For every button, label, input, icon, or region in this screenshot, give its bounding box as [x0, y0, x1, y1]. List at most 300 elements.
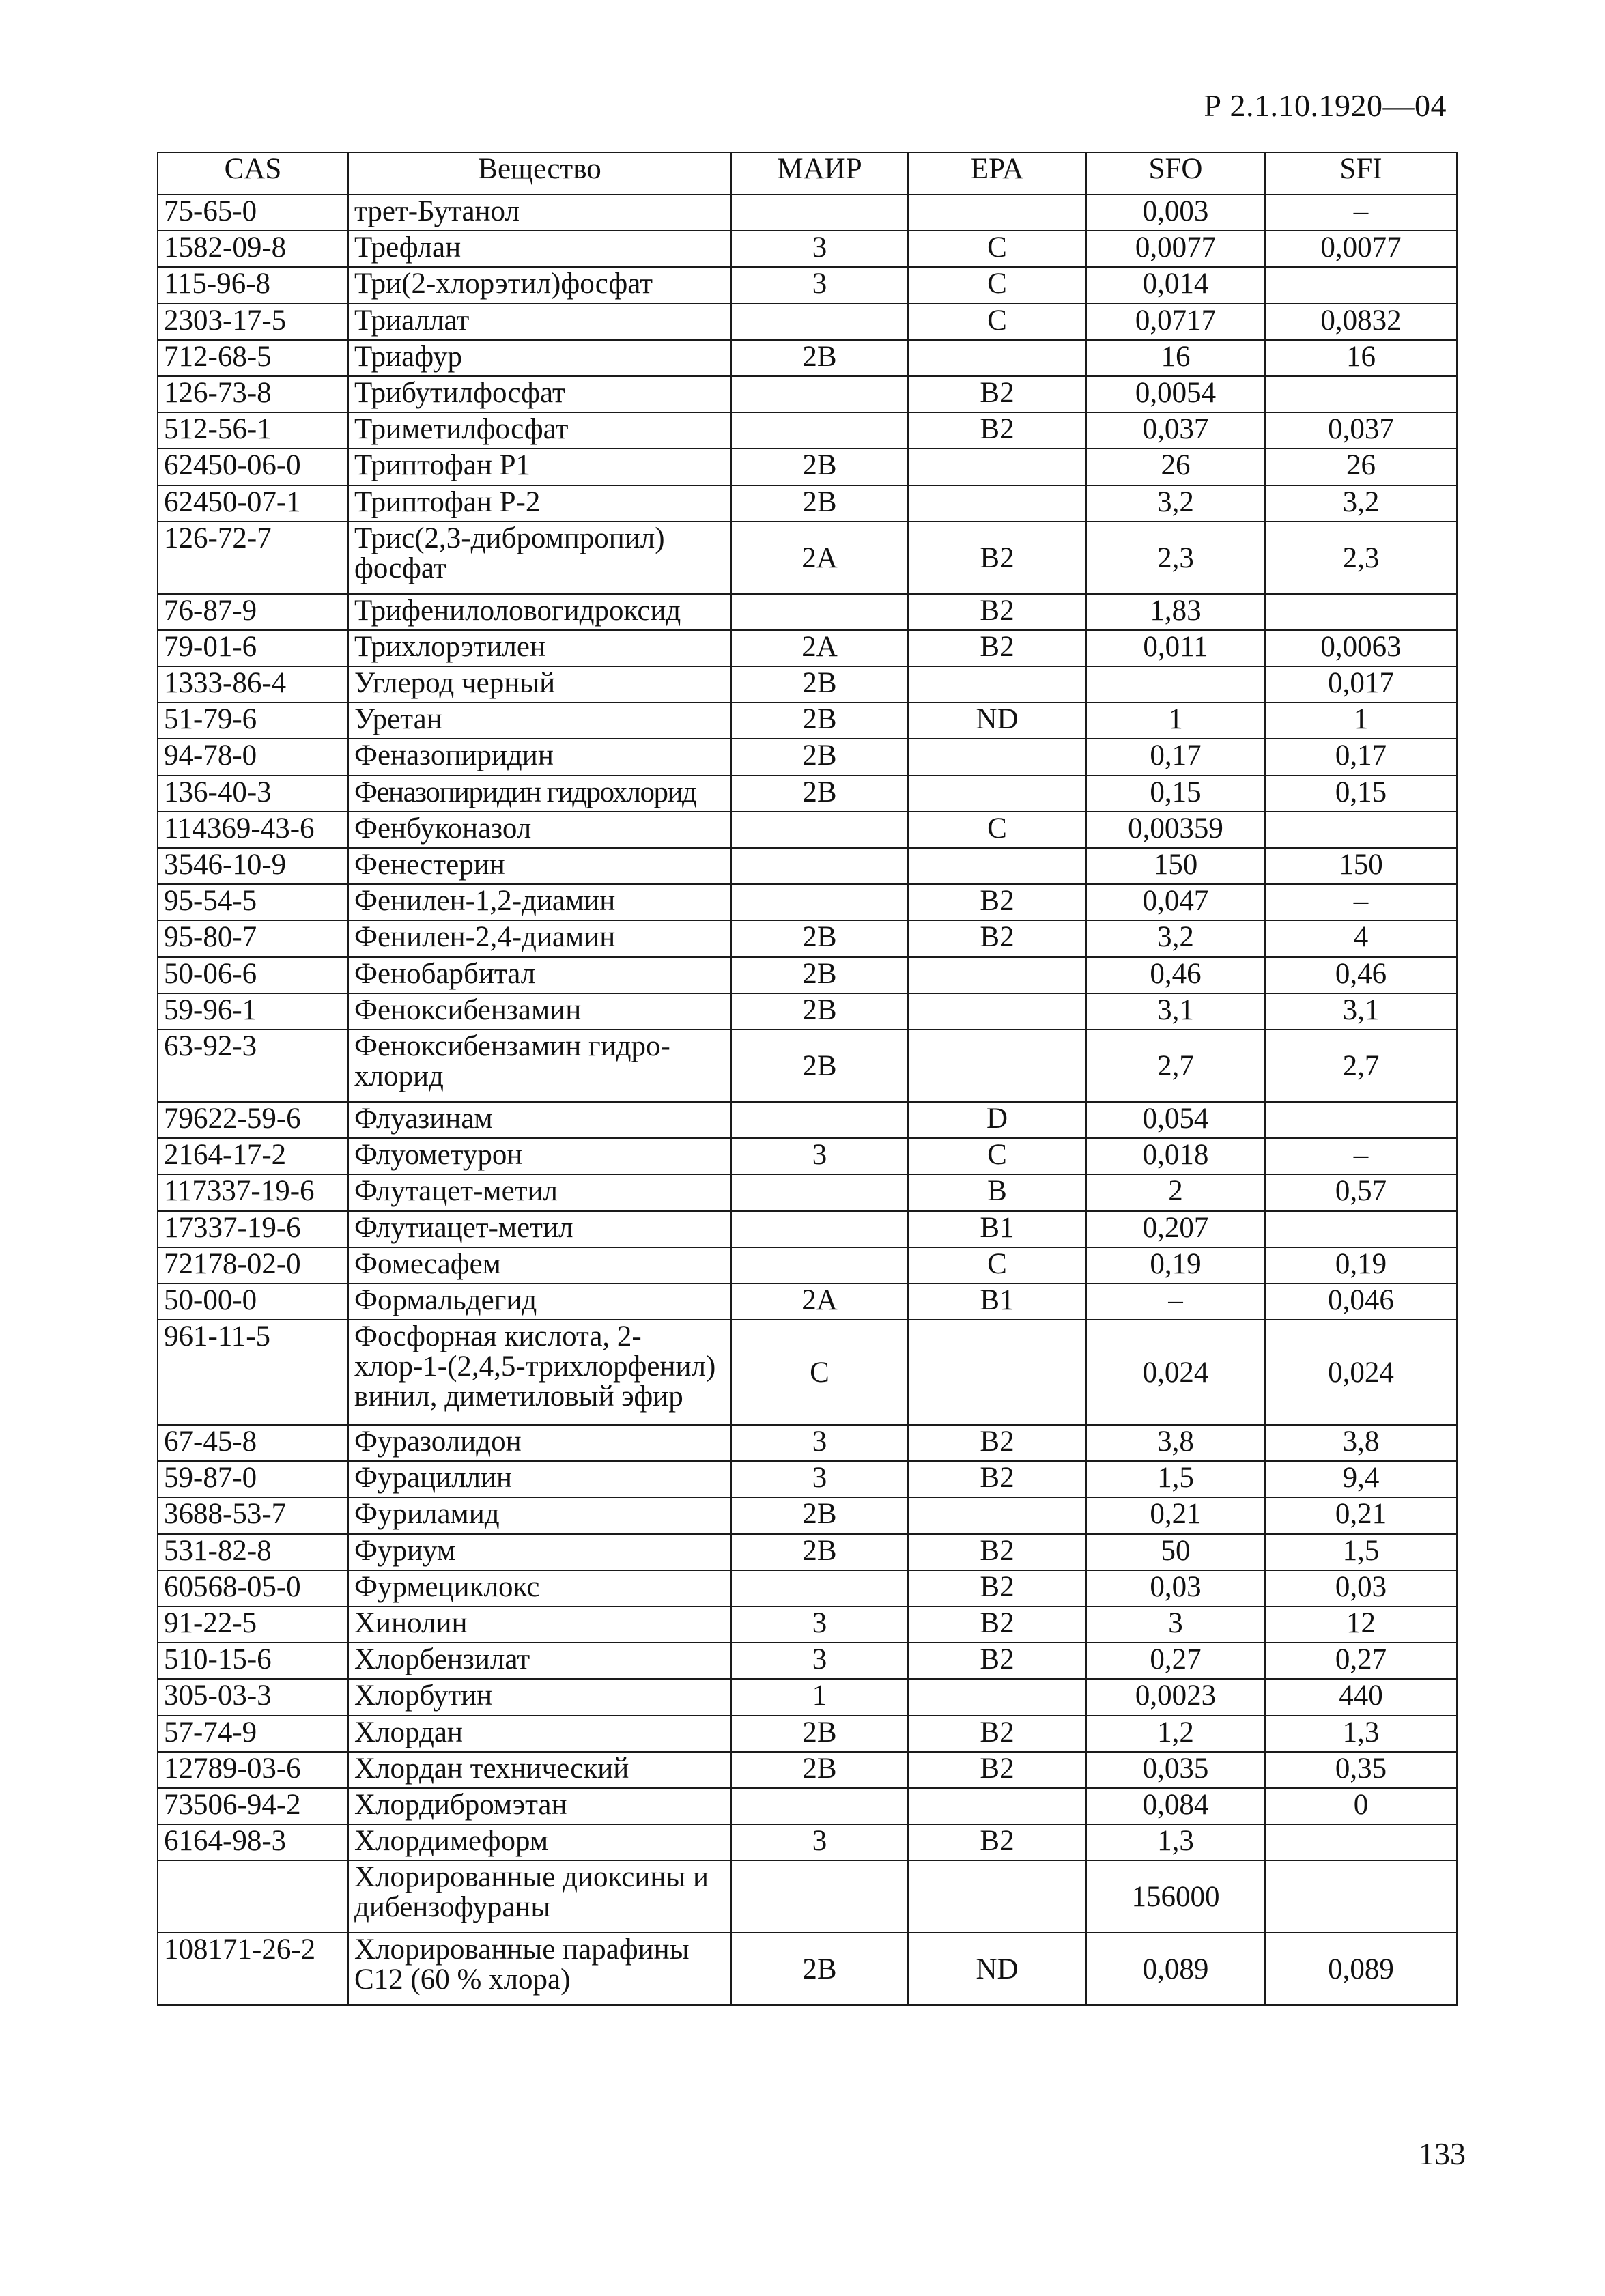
cell-sfi: 0,19: [1265, 1247, 1457, 1284]
column-header-iarc: МАИР: [731, 152, 908, 195]
cell-sfi: 26: [1265, 449, 1457, 485]
cell-sfi: 2,3: [1265, 522, 1457, 594]
table-row: [158, 195, 1457, 231]
cell-sfo: 0,014: [1086, 267, 1265, 303]
cell-sfo: 0,00359: [1086, 812, 1265, 848]
table-row: [158, 703, 1457, 739]
cell-epa: B2: [908, 376, 1086, 412]
cell-substance: Хлордан технический: [348, 1752, 731, 1788]
cell-substance: Феноксибензамин: [348, 993, 731, 1030]
cell-cas: 95-54-5: [158, 884, 348, 920]
cell-epa: D: [908, 1102, 1086, 1138]
table-row: [158, 1320, 1457, 1425]
cell-iarc: 3: [731, 1643, 908, 1679]
cell-sfi: 9,4: [1265, 1461, 1457, 1497]
table-row: [158, 1030, 1457, 1102]
cell-cas: 51-79-6: [158, 703, 348, 739]
cell-substance: Трихлорэтилен: [348, 630, 731, 666]
cell-sfo: 0,19: [1086, 1247, 1265, 1284]
cell-sfi: 0,03: [1265, 1570, 1457, 1606]
cell-substance: Трис(2,3-дибромпропил) фосфат: [348, 522, 731, 594]
cell-cas: 961-11-5: [158, 1320, 348, 1425]
cell-cas: 62450-06-0: [158, 449, 348, 485]
cell-sfi: 150: [1265, 848, 1457, 884]
cell-epa: [908, 957, 1086, 993]
cell-epa: [908, 776, 1086, 812]
cell-epa: [908, 666, 1086, 703]
cell-substance: Уретан: [348, 703, 731, 739]
cell-substance: Фенилен-2,4-диамин: [348, 920, 731, 956]
cell-cas: 6164-98-3: [158, 1824, 348, 1860]
cell-sfi: 0,57: [1265, 1174, 1457, 1210]
table-row: [158, 304, 1457, 340]
cell-epa: [908, 449, 1086, 485]
cell-cas: 95-80-7: [158, 920, 348, 956]
cell-sfo: 0,207: [1086, 1211, 1265, 1247]
cell-substance: Хлордибромэтан: [348, 1788, 731, 1824]
cell-substance: Фенилен-1,2-диамин: [348, 884, 731, 920]
cell-substance: Фенбуконазол: [348, 812, 731, 848]
table-row: [158, 776, 1457, 812]
cell-sfo: 156000: [1086, 1860, 1265, 1933]
cell-sfo: 0,46: [1086, 957, 1265, 993]
cell-epa: B2: [908, 594, 1086, 630]
cell-substance: Хлорированные диоксины и дибензофураны: [348, 1860, 731, 1933]
cell-sfi: 0,27: [1265, 1643, 1457, 1679]
cell-iarc: 2B: [731, 1752, 908, 1788]
cell-sfo: 3: [1086, 1606, 1265, 1643]
cell-epa: [908, 1860, 1086, 1933]
cell-epa: B2: [908, 1716, 1086, 1752]
cell-cas: 63-92-3: [158, 1030, 348, 1102]
table-row: [158, 340, 1457, 376]
cell-sfo: 0,0077: [1086, 231, 1265, 267]
table-row: [158, 1461, 1457, 1497]
table-row: [158, 376, 1457, 412]
cell-iarc: [731, 1860, 908, 1933]
table-header-row: [158, 152, 1457, 195]
cell-sfi: [1265, 1211, 1457, 1247]
cell-epa: C: [908, 304, 1086, 340]
cell-substance: Фенестерин: [348, 848, 731, 884]
cell-iarc: 2B: [731, 666, 908, 703]
cell-substance: Хинолин: [348, 1606, 731, 1643]
cell-sfi: 0,0077: [1265, 231, 1457, 267]
table-row: [158, 1138, 1457, 1174]
cell-substance: Феназопиридин: [348, 739, 731, 775]
cell-sfo: 0,035: [1086, 1752, 1265, 1788]
cell-sfo: 1,3: [1086, 1824, 1265, 1860]
cell-iarc: 3: [731, 267, 908, 303]
carcinogen-table: [157, 152, 1458, 2006]
cell-sfo: 0,15: [1086, 776, 1265, 812]
column-header-sfi: SFI: [1265, 152, 1457, 195]
cell-cas: 91-22-5: [158, 1606, 348, 1643]
cell-iarc: 3: [731, 1606, 908, 1643]
cell-cas: 305-03-3: [158, 1679, 348, 1715]
cell-epa: B2: [908, 1534, 1086, 1570]
cell-sfi: 12: [1265, 1606, 1457, 1643]
cell-substance: Формальдегид: [348, 1284, 731, 1320]
cell-sfo: 2,3: [1086, 522, 1265, 594]
cell-iarc: [731, 1570, 908, 1606]
cell-sfi: 1,3: [1265, 1716, 1457, 1752]
cell-sfo: 2: [1086, 1174, 1265, 1210]
table-row: [158, 594, 1457, 630]
cell-epa: C: [908, 231, 1086, 267]
cell-epa: B2: [908, 920, 1086, 956]
cell-iarc: 2A: [731, 1284, 908, 1320]
cell-epa: C: [908, 812, 1086, 848]
cell-sfo: –: [1086, 1284, 1265, 1320]
cell-substance: Три(2-хлорэтил)фосфат: [348, 267, 731, 303]
cell-substance: Триафур: [348, 340, 731, 376]
cell-iarc: 2B: [731, 340, 908, 376]
table-row: [158, 1679, 1457, 1715]
table-row: [158, 848, 1457, 884]
cell-epa: B2: [908, 630, 1086, 666]
cell-sfo: 0,27: [1086, 1643, 1265, 1679]
cell-cas: 72178-02-0: [158, 1247, 348, 1284]
cell-epa: B1: [908, 1284, 1086, 1320]
cell-iarc: 2B: [731, 485, 908, 522]
cell-iarc: 3: [731, 1138, 908, 1174]
cell-epa: [908, 1679, 1086, 1715]
cell-iarc: 2B: [731, 739, 908, 775]
cell-sfo: 1,5: [1086, 1461, 1265, 1497]
cell-sfi: 0,17: [1265, 739, 1457, 775]
cell-substance: Хлордан: [348, 1716, 731, 1752]
cell-sfi: 0,46: [1265, 957, 1457, 993]
cell-iarc: [731, 884, 908, 920]
cell-sfo: 150: [1086, 848, 1265, 884]
cell-cas: 62450-07-1: [158, 485, 348, 522]
cell-sfo: 3,1: [1086, 993, 1265, 1030]
cell-sfi: –: [1265, 884, 1457, 920]
cell-iarc: 2B: [731, 1030, 908, 1102]
cell-cas: 76-87-9: [158, 594, 348, 630]
cell-epa: [908, 993, 1086, 1030]
cell-sfi: [1265, 812, 1457, 848]
table-row: [158, 630, 1457, 666]
cell-iarc: 2B: [731, 957, 908, 993]
cell-cas: 531-82-8: [158, 1534, 348, 1570]
cell-epa: B2: [908, 1752, 1086, 1788]
cell-iarc: 2B: [731, 1933, 908, 2005]
cell-substance: Фомесафем: [348, 1247, 731, 1284]
cell-iarc: [731, 594, 908, 630]
cell-cas: 79-01-6: [158, 630, 348, 666]
cell-sfi: 0,037: [1265, 412, 1457, 449]
document-code: Р 2.1.10.1920—04: [1204, 88, 1447, 123]
cell-cas: 12789-03-6: [158, 1752, 348, 1788]
column-header-sfo: SFO: [1086, 152, 1265, 195]
cell-cas: 3688-53-7: [158, 1497, 348, 1533]
cell-epa: [908, 1320, 1086, 1425]
cell-iarc: 1: [731, 1679, 908, 1715]
cell-sfi: 1: [1265, 703, 1457, 739]
cell-sfi: 3,8: [1265, 1425, 1457, 1461]
cell-iarc: [731, 1211, 908, 1247]
cell-epa: B2: [908, 884, 1086, 920]
cell-cas: 17337-19-6: [158, 1211, 348, 1247]
cell-sfo: 0,0023: [1086, 1679, 1265, 1715]
table-row: [158, 522, 1457, 594]
cell-cas: 510-15-6: [158, 1643, 348, 1679]
cell-sfo: 16: [1086, 340, 1265, 376]
cell-sfi: 0,024: [1265, 1320, 1457, 1425]
table-row: [158, 1606, 1457, 1643]
table-row: [158, 1211, 1457, 1247]
table-row: [158, 1497, 1457, 1533]
cell-sfi: 0,0063: [1265, 630, 1457, 666]
cell-sfi: 0,089: [1265, 1933, 1457, 2005]
cell-substance: Трибутилфосфат: [348, 376, 731, 412]
table-row: [158, 1174, 1457, 1210]
cell-sfi: [1265, 1860, 1457, 1933]
cell-cas: [158, 1860, 348, 1933]
cell-sfi: 1,5: [1265, 1534, 1457, 1570]
table-row: [158, 267, 1457, 303]
cell-epa: B2: [908, 1606, 1086, 1643]
cell-cas: 67-45-8: [158, 1425, 348, 1461]
cell-epa: B1: [908, 1211, 1086, 1247]
cell-substance: Фосфорная кислота, 2-хлор-1-(2,4,5-трихлорфенил) винил, диметиловый эфир: [348, 1320, 731, 1425]
cell-cas: 59-96-1: [158, 993, 348, 1030]
cell-cas: 50-06-6: [158, 957, 348, 993]
cell-substance: трет-Бутанол: [348, 195, 731, 231]
table-row: [158, 1247, 1457, 1284]
cell-cas: 712-68-5: [158, 340, 348, 376]
cell-iarc: 2A: [731, 630, 908, 666]
cell-sfo: 0,047: [1086, 884, 1265, 920]
cell-sfo: 0,17: [1086, 739, 1265, 775]
cell-iarc: 2B: [731, 1534, 908, 1570]
cell-cas: 1333-86-4: [158, 666, 348, 703]
cell-cas: 136-40-3: [158, 776, 348, 812]
cell-sfo: 1: [1086, 703, 1265, 739]
cell-sfi: 16: [1265, 340, 1457, 376]
cell-iarc: [731, 1788, 908, 1824]
cell-iarc: 3: [731, 1461, 908, 1497]
column-header-epa: EPA: [908, 152, 1086, 195]
cell-sfi: [1265, 594, 1457, 630]
cell-cas: 50-00-0: [158, 1284, 348, 1320]
table-row: [158, 1425, 1457, 1461]
cell-sfo: 0,0717: [1086, 304, 1265, 340]
table-row: [158, 1824, 1457, 1860]
cell-iarc: C: [731, 1320, 908, 1425]
cell-cas: 117337-19-6: [158, 1174, 348, 1210]
cell-iarc: [731, 812, 908, 848]
table-row: [158, 957, 1457, 993]
cell-substance: Феназопиридин гидрохлорид: [348, 776, 731, 812]
cell-iarc: 2B: [731, 920, 908, 956]
cell-substance: Углерод черный: [348, 666, 731, 703]
cell-cas: 115-96-8: [158, 267, 348, 303]
cell-sfo: 0,03: [1086, 1570, 1265, 1606]
cell-cas: 114369-43-6: [158, 812, 348, 848]
cell-sfo: 50: [1086, 1534, 1265, 1570]
cell-epa: B2: [908, 1570, 1086, 1606]
cell-cas: 126-73-8: [158, 376, 348, 412]
cell-cas: 75-65-0: [158, 195, 348, 231]
table-row: [158, 666, 1457, 703]
cell-sfi: [1265, 267, 1457, 303]
cell-cas: 57-74-9: [158, 1716, 348, 1752]
cell-substance: Трифенилоловогидроксид: [348, 594, 731, 630]
column-header-substance: Вещество: [348, 152, 731, 195]
cell-sfi: 0,017: [1265, 666, 1457, 703]
cell-epa: ND: [908, 1933, 1086, 2005]
cell-sfi: [1265, 1102, 1457, 1138]
cell-cas: 3546-10-9: [158, 848, 348, 884]
cell-sfi: 0,35: [1265, 1752, 1457, 1788]
cell-epa: [908, 1497, 1086, 1533]
cell-iarc: [731, 376, 908, 412]
table-row: [158, 1788, 1457, 1824]
cell-epa: [908, 1030, 1086, 1102]
table-row: [158, 812, 1457, 848]
cell-substance: Хлорбензилат: [348, 1643, 731, 1679]
cell-epa: [908, 848, 1086, 884]
table-row: [158, 1933, 1457, 2005]
table-row: [158, 1534, 1457, 1570]
table-row: [158, 739, 1457, 775]
cell-iarc: [731, 1102, 908, 1138]
cell-cas: 108171-26-2: [158, 1933, 348, 2005]
cell-sfi: 4: [1265, 920, 1457, 956]
cell-epa: C: [908, 1138, 1086, 1174]
cell-sfo: 0,003: [1086, 195, 1265, 231]
cell-epa: [908, 195, 1086, 231]
cell-substance: Хлордимеформ: [348, 1824, 731, 1860]
cell-sfo: 0,054: [1086, 1102, 1265, 1138]
cell-iarc: 2B: [731, 776, 908, 812]
table-row: [158, 920, 1457, 956]
cell-iarc: 2B: [731, 703, 908, 739]
cell-iarc: 2B: [731, 449, 908, 485]
cell-substance: Фенобарбитал: [348, 957, 731, 993]
cell-substance: Хлорированные парафины C12 (60 % хлора): [348, 1933, 731, 2005]
cell-sfo: 0,21: [1086, 1497, 1265, 1533]
cell-substance: Триптофан P-2: [348, 485, 731, 522]
table-row: [158, 1102, 1457, 1138]
cell-cas: 2303-17-5: [158, 304, 348, 340]
table-row: [158, 1860, 1457, 1933]
cell-cas: 79622-59-6: [158, 1102, 348, 1138]
cell-substance: Фурмециклокс: [348, 1570, 731, 1606]
cell-cas: 94-78-0: [158, 739, 348, 775]
column-header-cas: CAS: [158, 152, 348, 195]
cell-iarc: 2B: [731, 1716, 908, 1752]
cell-epa: C: [908, 1247, 1086, 1284]
cell-iarc: [731, 1174, 908, 1210]
cell-iarc: [731, 1247, 908, 1284]
cell-sfi: 2,7: [1265, 1030, 1457, 1102]
cell-sfo: 0,024: [1086, 1320, 1265, 1425]
cell-sfi: 0,0832: [1265, 304, 1457, 340]
cell-sfi: 0,15: [1265, 776, 1457, 812]
cell-iarc: 3: [731, 1824, 908, 1860]
cell-epa: B2: [908, 522, 1086, 594]
table-row: [158, 449, 1457, 485]
table-body: [158, 195, 1457, 2005]
cell-iarc: [731, 195, 908, 231]
cell-substance: Флутиацет-метил: [348, 1211, 731, 1247]
cell-epa: [908, 739, 1086, 775]
table-row: [158, 412, 1457, 449]
cell-epa: [908, 340, 1086, 376]
cell-epa: B2: [908, 412, 1086, 449]
cell-substance: Трефлан: [348, 231, 731, 267]
table-row: [158, 485, 1457, 522]
cell-epa: B2: [908, 1425, 1086, 1461]
cell-substance: Хлорбутин: [348, 1679, 731, 1715]
cell-epa: B: [908, 1174, 1086, 1210]
table-row: [158, 1570, 1457, 1606]
cell-substance: Триптофан P1: [348, 449, 731, 485]
cell-sfo: 3,2: [1086, 485, 1265, 522]
cell-sfi: 0: [1265, 1788, 1457, 1824]
cell-iarc: 2B: [731, 1497, 908, 1533]
cell-sfi: [1265, 376, 1457, 412]
cell-iarc: 2A: [731, 522, 908, 594]
cell-sfo: 2,7: [1086, 1030, 1265, 1102]
cell-substance: Флуометурон: [348, 1138, 731, 1174]
cell-substance: Фурациллин: [348, 1461, 731, 1497]
table-row: [158, 1752, 1457, 1788]
table-row: [158, 993, 1457, 1030]
cell-substance: Фуриламид: [348, 1497, 731, 1533]
cell-epa: B2: [908, 1824, 1086, 1860]
cell-substance: Флуазинам: [348, 1102, 731, 1138]
cell-cas: 2164-17-2: [158, 1138, 348, 1174]
cell-iarc: [731, 412, 908, 449]
cell-cas: 60568-05-0: [158, 1570, 348, 1606]
cell-cas: 59-87-0: [158, 1461, 348, 1497]
cell-sfo: 0,037: [1086, 412, 1265, 449]
table-row: [158, 1716, 1457, 1752]
cell-sfo: 1,2: [1086, 1716, 1265, 1752]
table-row: [158, 884, 1457, 920]
cell-substance: Фуриум: [348, 1534, 731, 1570]
cell-sfo: 0,011: [1086, 630, 1265, 666]
cell-sfi: 3,2: [1265, 485, 1457, 522]
cell-cas: 73506-94-2: [158, 1788, 348, 1824]
table-row: [158, 1643, 1457, 1679]
cell-iarc: 3: [731, 1425, 908, 1461]
cell-substance: Триметилфосфат: [348, 412, 731, 449]
cell-substance: Флутацет-метил: [348, 1174, 731, 1210]
table-row: [158, 231, 1457, 267]
cell-sfi: [1265, 1824, 1457, 1860]
cell-sfo: 3,8: [1086, 1425, 1265, 1461]
cell-sfo: 1,83: [1086, 594, 1265, 630]
cell-epa: B2: [908, 1461, 1086, 1497]
cell-epa: [908, 1788, 1086, 1824]
cell-sfo: 0,0054: [1086, 376, 1265, 412]
cell-substance: Фуразолидон: [348, 1425, 731, 1461]
cell-iarc: 3: [731, 231, 908, 267]
cell-iarc: [731, 848, 908, 884]
cell-iarc: 2B: [731, 993, 908, 1030]
cell-epa: B2: [908, 1643, 1086, 1679]
cell-sfo: 3,2: [1086, 920, 1265, 956]
cell-cas: 512-56-1: [158, 412, 348, 449]
cell-sfi: 0,046: [1265, 1284, 1457, 1320]
cell-sfo: 0,084: [1086, 1788, 1265, 1824]
